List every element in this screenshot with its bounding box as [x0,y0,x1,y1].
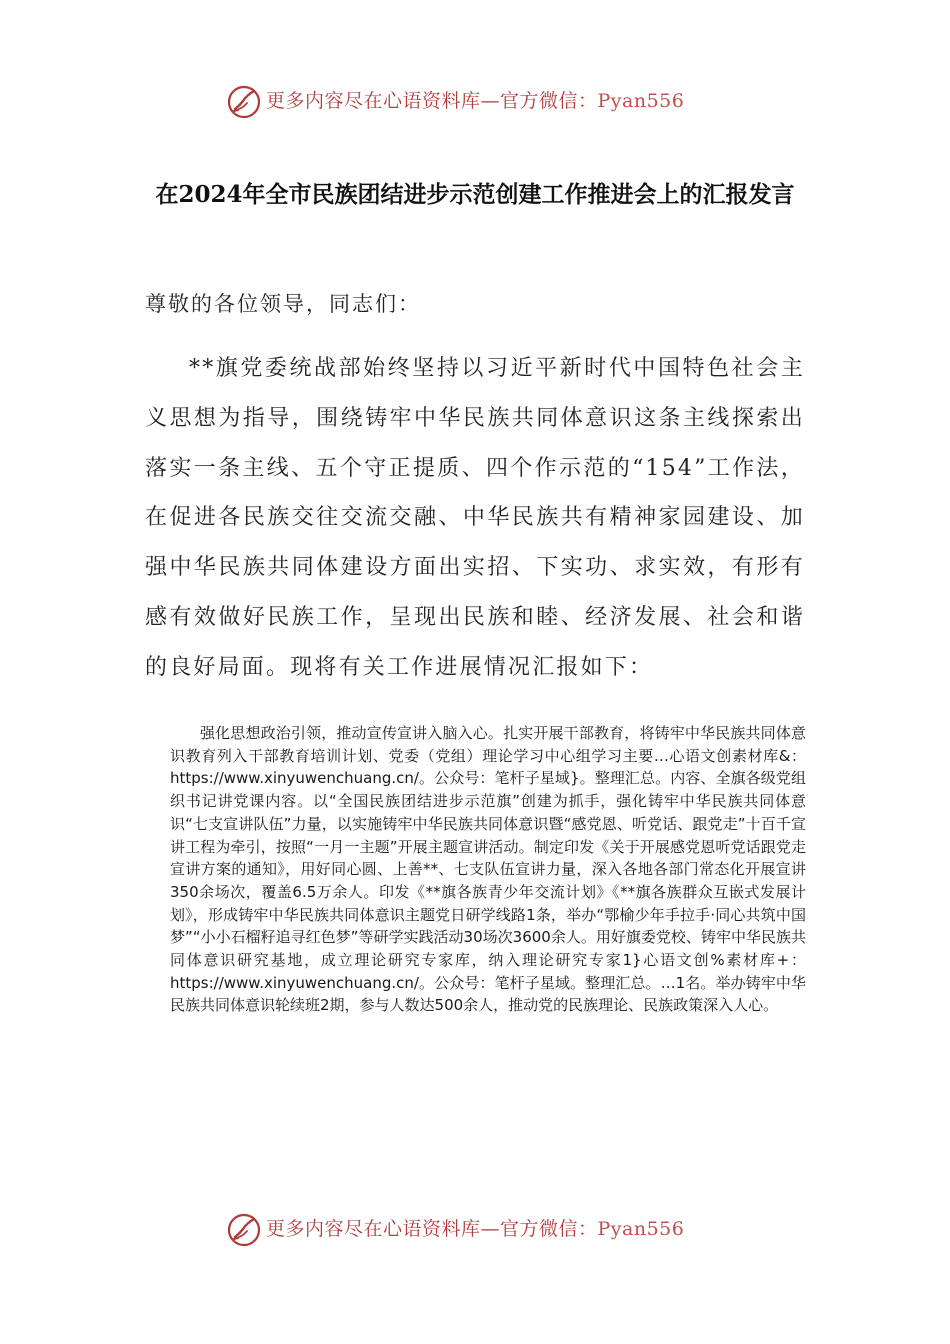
document-title: 在2024年全市民族团结进步示范创建工作推进会上的汇报发言 [155,181,795,208]
body-paragraph: 强化思想政治引领，推动宣传宣讲入脑入心。扎实开展干部教育，将铸牢中华民族共同体意识教育列入干部教育培训计划、党委（党组）理论学习中心组学习主要…心语文创素材库&：https://www.xinyuwenchuang.cn/。公众号：笔杆子星域}。整理汇总。内容、全旗各级党组织书记讲党课内容。以“全国民族团结进步示范旗”创建为抓手，强化铸牢中华民族共同体意识“七支宣讲队伍”力量，以实施铸牢中华民族共同体意识暨“感党恩、听党话、跟党走”十百千宣讲工程为牵引，按照“一月一主题”开展主题宣讲活动。制定印发《关于开展感党恩听党话跟党走宣讲方案的通知》，用好同心圆、上善**、七支队伍宣讲力量，深入各地各部门常态化开展宣讲350余场次，覆盖6.5万余人。印发《**旗各族青少年交流计划》《**旗各族群众互嵌式发展计划》，形成铸牢中华民族共同体意识主题党日研学线路1条，举办“鄂榆少年手拉手·同心共筑中国梦”“小小石榴籽追寻红色梦”等研学实践活动30场次3600余人。用好旗委党校、铸牢中华民族共同体意识研究基地，成立理论研究专家库，纳入理论研究专家1}心语文创%素材库+：https://www.xinyuwenchuang.cn/。公众号：笔杆子星域。整理汇总。…1名。举办铸牢中华民族共同体意识轮续班2期，参与人数达500余人，推动党的民族理论、民族政策深入人心。 [170,724,806,1015]
banner-text: 更多内容尽在心语资料库—官方微信： [266,1218,598,1240]
header-watermark-banner [0,80,950,124]
pen-logo-icon [226,84,262,120]
banner-wechat-id: Pyan556 [597,1218,685,1240]
banner-wechat-id: Pyan556 [597,90,685,112]
footer-watermark-banner [0,1208,950,1252]
pen-logo-icon [226,1212,262,1248]
intro-paragraph: **旗党委统战部始终坚持以习近平新时代中国特色社会主义思想为指导，围绕铸牢中华民族共同体意识这条主线探索出落实一条主线、五个守正提质、四个作示范的“154”工作法，在促进各民族交往交流交融、中华民族共有精神家园建设、加强中华民族共同体建设方面出实招、下实功、求实效，有形有感有效做好民族工作，呈现出民族和睦、经济发展、社会和谐的良好局面。现将有关工作进展情况汇报如下： [145,356,805,680]
banner-text: 更多内容尽在心语资料库—官方微信： [266,90,598,112]
greeting: 尊敬的各位领导，同志们： [145,292,421,316]
